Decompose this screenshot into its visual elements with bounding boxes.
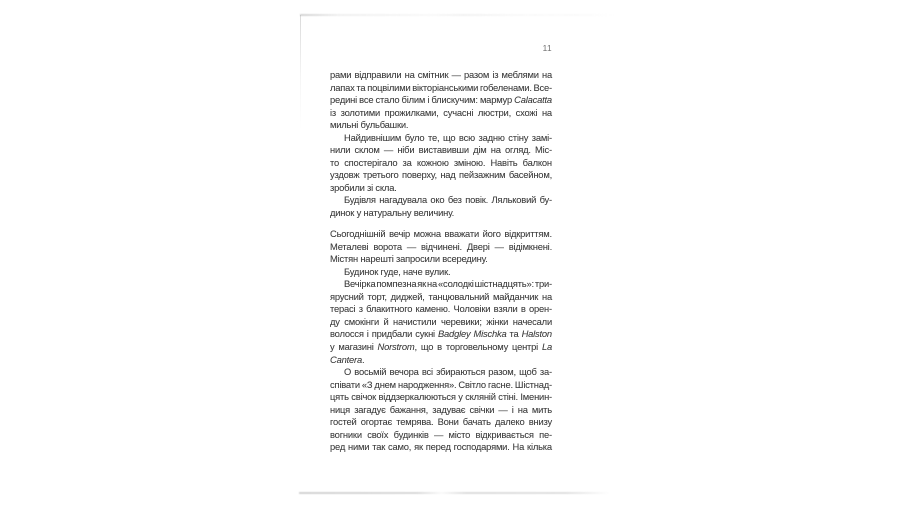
text-line: Містян нарешті запросили всередину. (330, 253, 488, 265)
text-line: ниця загадує бажання, задуває свічки — і на мить (330, 403, 552, 415)
text-line: Найдивнішим було те, що всю задню стіну замі- (344, 131, 552, 143)
text-line: мильні бульбашки. (330, 119, 409, 131)
text-line: Металеві ворота — відчинені. Двері — відімкнені. (330, 240, 552, 252)
text-line: у магазині Norstrom, що в торговельному центрі La (330, 340, 552, 352)
text-line: терасі з блакитного каменю. Чоловіки взяли в орен- (330, 303, 552, 315)
text-line: Будинок гуде, наче вулик. (344, 265, 451, 277)
text-line: редині все стало білим і блискучим: мармур Calacatta (330, 94, 552, 106)
paragraph (330, 69, 552, 132)
scan-edge-left (300, 15, 301, 130)
paragraph (330, 228, 552, 266)
page-text-body (330, 69, 552, 454)
text-line: зробили зі скла. (330, 181, 397, 193)
text-line: Вечірка помпезна як на «солодкі шістнадцять»: три- (344, 278, 552, 290)
text-line: рами відправили на смітник — разом із меблями на (330, 69, 552, 80)
text-line: Сьогоднішній вечір можна вважати його відкриттям. (330, 228, 552, 240)
text-line: лапах та поцвілими вікторіанськими гобеленами. Все- (330, 81, 552, 93)
text-line: волосся і придбали сукні Badgley Mischka та Halston (330, 328, 552, 340)
paragraph (330, 266, 552, 279)
text-line: гостей огортає темрява. Вони бачать далеко внизу (330, 416, 552, 428)
paragraph (330, 366, 552, 454)
text-line: динок у натуральну величину. (330, 207, 455, 219)
text-line: співати «З днем народження». Світло гасне. Шістнад- (330, 378, 552, 390)
paragraph (330, 132, 552, 195)
text-line: із золотими прожилками, сучасні люстри, схожі на (330, 106, 552, 118)
text-line: Будівля нагадувала око без повік. Ляльковий бу- (344, 194, 552, 206)
text-line: цять свічок віддзеркалюються у скляній стіні. Іменин- (330, 391, 552, 403)
paragraph (330, 278, 552, 366)
text-line: нили склом — ніби виставивши дім на огляд. Міс- (330, 144, 552, 156)
text-line: ярусний торт, диджей, танцювальний майданчик на (330, 290, 552, 302)
text-line: ред ними так само, як перед господарями. На кілька (330, 441, 552, 453)
text-line: Cantera. (330, 353, 365, 365)
text-line: О восьмій вечора всі збираються разом, щоб за- (344, 366, 552, 378)
paragraph (330, 194, 552, 219)
text-line: вогники своїх будинків — місто відкривається пе- (330, 428, 552, 440)
text-line: ду смокінги й начистили черевики; жінки начесали (330, 315, 552, 327)
text-line: уздовж третього поверху, над пейзажним басейном, (330, 169, 552, 181)
page-number: 11 (542, 43, 552, 53)
book-page (330, 0, 552, 510)
text-line: то спостерігало за кожною зміною. Навіть балкон (330, 156, 552, 168)
